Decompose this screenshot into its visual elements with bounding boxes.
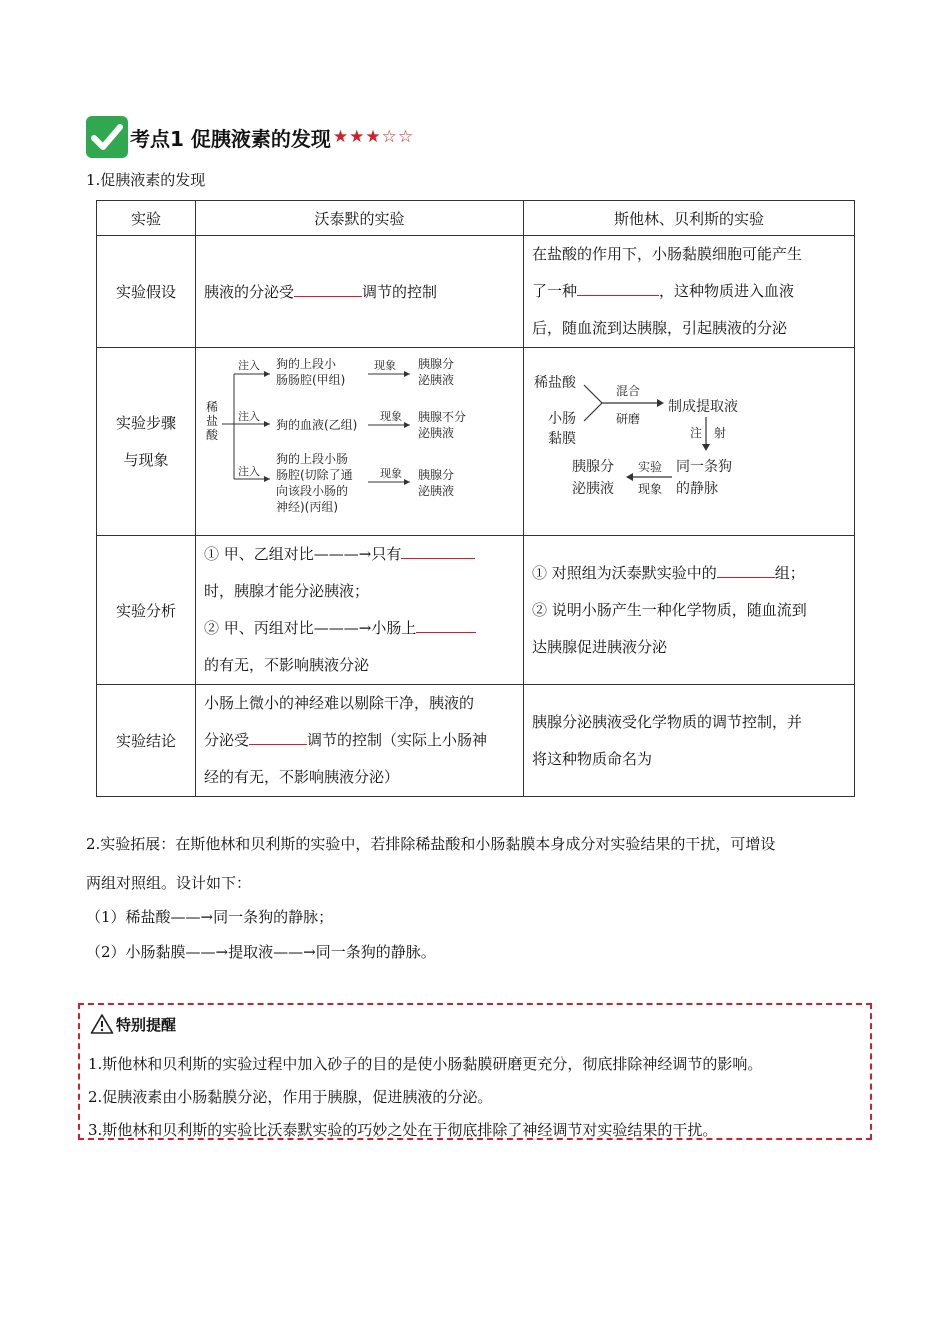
reminder-box	[78, 1003, 872, 1140]
cell-text: 调节的控制	[362, 283, 438, 301]
cell-text: 了一种	[532, 282, 578, 300]
cell-text: 小肠上	[371, 619, 417, 637]
page-title: 考点1 促胰液素的发现	[130, 126, 331, 151]
cell-text: 达胰腺促进胰液分泌	[532, 637, 668, 656]
extension-text: 两组对照组。设计如下：	[86, 874, 252, 892]
group-c-label: 狗的上段小肠	[276, 451, 349, 466]
cell-text: 调节的控制（实际上小肠神	[307, 731, 488, 749]
table-cell	[196, 236, 524, 348]
group-c-label: 神经)(丙组)	[276, 499, 339, 514]
cell-text: 组；	[774, 563, 805, 582]
cell-text: 胰腺分泌胰液受化学物质的调节控制，并	[532, 712, 803, 731]
row-label-line: 与现象	[123, 450, 169, 469]
table-cell	[524, 536, 855, 685]
result-b-label: 胰腺不分	[418, 409, 467, 424]
inject-label: 注入	[238, 358, 260, 372]
answer-blank[interactable]	[249, 730, 307, 745]
cell-text: 小肠上微小的神经难以剔除干净，胰液的	[204, 694, 475, 712]
row-label: 实验分析	[97, 536, 196, 685]
result-c-label: 胰腺分	[418, 467, 455, 482]
group-b-label: 狗的血液(乙组)	[276, 417, 358, 432]
acid-label: 稀盐酸	[534, 374, 576, 391]
phenomenon-label: 现象	[638, 481, 663, 496]
table-row	[97, 685, 855, 797]
phenomenon-label: 现象	[380, 466, 402, 480]
group-a-label: 肠肠腔(甲组)	[276, 372, 346, 387]
cell-text: ② 甲、丙组对比	[204, 619, 314, 637]
table-cell	[524, 236, 855, 348]
group-a-label: 狗的上段小	[276, 356, 337, 371]
warning-icon	[90, 1013, 114, 1035]
cell-text: 后，随血流到达胰腺，引起胰液的分泌	[532, 319, 788, 337]
acid-label: 酸	[206, 427, 219, 442]
arrow-icon: ——→	[170, 908, 214, 926]
cell-text: 在盐酸的作用下，小肠黏膜细胞可能产生	[532, 245, 803, 263]
reminder-item: 2.促胰液素由小肠黏膜分泌，作用于胰腺，促进胰液的分泌。	[88, 1088, 493, 1106]
table-row	[97, 536, 855, 685]
inject-label: 射	[714, 425, 727, 440]
extract-label: 制成提取液	[668, 398, 738, 415]
result-b-label: 泌胰液	[418, 425, 455, 440]
answer-blank[interactable]	[717, 563, 775, 578]
cell-text: 经的有无，不影响胰液分泌）	[204, 768, 400, 786]
answer-blank[interactable]	[294, 282, 362, 297]
answer-blank[interactable]	[401, 544, 475, 559]
experiment-table	[96, 200, 855, 797]
table-header: 实验	[97, 201, 196, 236]
subsection-title: 1.促胰液素的发现	[86, 171, 206, 189]
cell-text: 只有	[371, 545, 402, 563]
group-c-label: 肠腔(切除了通	[276, 467, 353, 482]
experiment-label: 实验	[638, 459, 663, 474]
extension-item	[86, 943, 436, 961]
row-label: 实验假设	[97, 236, 196, 348]
table-header: 沃泰默的实验	[196, 201, 524, 236]
table-row	[97, 236, 855, 348]
cell-text: ，这种物质进入血液	[659, 282, 795, 300]
mucosa-label: 黏膜	[548, 430, 576, 447]
arrow-icon: ——→	[185, 943, 229, 961]
answer-blank[interactable]	[577, 281, 659, 296]
row-label: 实验结论	[97, 685, 196, 797]
reminder-header	[90, 1013, 176, 1035]
inject-label: 注入	[238, 409, 260, 423]
checkmark-icon	[86, 116, 128, 158]
result-a-label: 泌胰液	[418, 372, 455, 387]
extension-item	[86, 908, 333, 926]
inject-label: 注	[690, 425, 703, 440]
extension-text: 2.实验拓展：在斯他林和贝利斯的实验中，若排除稀盐酸和小肠黏膜本身成分对实验结果的干扰，可增设	[86, 835, 776, 853]
reminder-title: 特别提醒	[116, 1015, 177, 1034]
mucosa-label: 小肠	[548, 410, 576, 427]
phenomenon-label: 现象	[374, 358, 396, 372]
mix-label: 混合	[616, 383, 641, 398]
table-row	[97, 348, 855, 536]
reminder-item: 1.斯他林和贝利斯的实验过程中加入砂子的目的是使小肠黏膜研磨更充分，彻底排除神经调节的影响。	[88, 1055, 763, 1073]
cell-text: ② 说明小肠产生一种化学物质，随血流到	[532, 600, 807, 619]
phenomenon-label: 现象	[380, 409, 402, 423]
cell-text: 时，胰腺才能分泌胰液；	[204, 582, 370, 600]
table-cell	[524, 348, 855, 536]
rating-stars: ★★★☆☆	[332, 127, 415, 147]
pancreas-label: 泌胰液	[572, 480, 614, 497]
grind-label: 研磨	[616, 411, 641, 426]
inject-label: 注入	[238, 464, 260, 478]
table-cell	[196, 536, 524, 685]
table-cell	[196, 348, 524, 536]
row-label	[97, 348, 196, 536]
section-heading	[86, 116, 414, 158]
cell-text: 的有无，不影响胰液分泌	[204, 656, 370, 674]
item-text: （1）稀盐酸	[86, 908, 171, 926]
pancreas-label: 胰腺分	[572, 458, 614, 475]
table-cell	[524, 685, 855, 797]
vein-label: 的静脉	[676, 480, 718, 497]
acid-label: 稀	[206, 399, 219, 414]
cell-text: ① 对照组为沃泰默实验中的	[532, 563, 717, 582]
acid-label: 盐	[206, 413, 219, 428]
table-header: 斯他林、贝利斯的实验	[524, 201, 855, 236]
table-cell	[196, 685, 524, 797]
arrow-icon: ———→	[313, 619, 372, 637]
item-text: 同一条狗的静脉；	[213, 908, 334, 926]
answer-blank[interactable]	[416, 618, 476, 633]
item-text: （2）小肠黏膜	[86, 943, 186, 961]
cell-text: 分泌受	[204, 731, 250, 749]
table-header-row	[97, 201, 855, 236]
wertheimer-diagram	[196, 349, 523, 535]
arrow-icon: ——→	[273, 943, 316, 961]
cell-text: 胰液的分泌受	[204, 283, 295, 301]
result-a-label: 胰腺分	[418, 356, 455, 371]
reminder-item: 3.斯他林和贝利斯的实验比沃泰默实验的巧妙之处在于彻底排除了神经调节对实验结果的干扰。	[88, 1121, 718, 1139]
item-text: 同一条狗的静脉。	[315, 943, 436, 961]
cell-text: 将这种物质命名为	[532, 749, 653, 768]
arrow-icon: ———→	[313, 545, 372, 563]
item-text: 提取液	[228, 943, 274, 961]
vein-label: 同一条狗	[676, 458, 732, 475]
cell-text: ① 甲、乙组对比	[204, 545, 314, 563]
row-label-line: 实验步骤	[115, 413, 176, 432]
group-c-label: 向该段小肠的	[276, 483, 349, 498]
result-c-label: 泌胰液	[418, 483, 455, 498]
starling-bayliss-diagram	[524, 349, 854, 535]
